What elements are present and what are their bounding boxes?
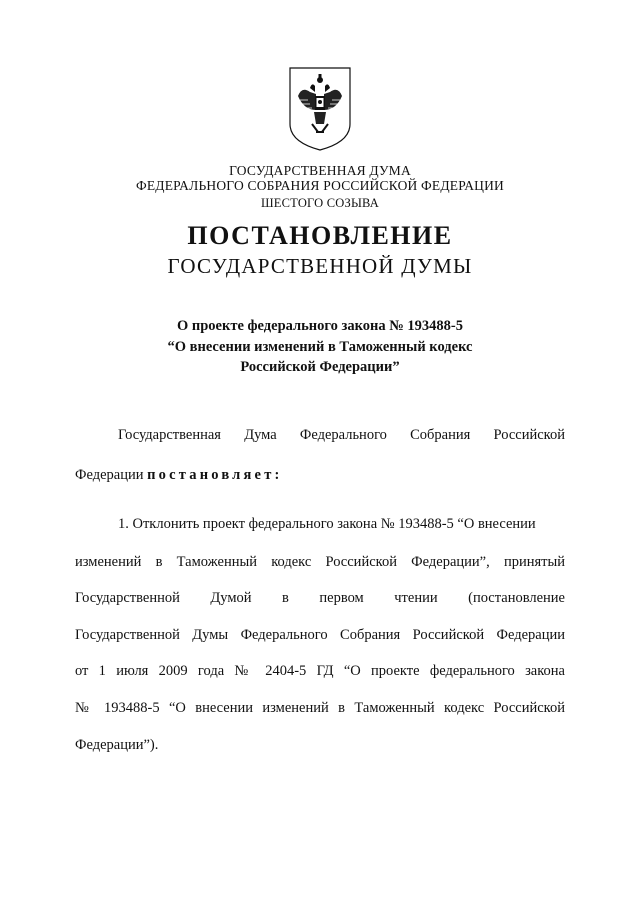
subject-line: О проекте федерального закона № 193488-5 (176, 318, 464, 334)
subject-line: “О внесении изменений в Таможенный кодекс (167, 339, 473, 355)
header-line-convocation: ШЕСТОГО СОЗЫВА (260, 196, 380, 210)
clause-line: от 1 июля 2009 года № 2404-5 ГД “О проекте федерального закона (75, 663, 565, 679)
clause-line: № 193488-5 “О внесении изменений в Таможенный кодекс Российской (75, 700, 565, 716)
header-line-federal-assembly: ФЕДЕРАЛЬНОГО СОБРАНИЯ РОССИЙСКОЙ ФЕДЕРАЦИИ (136, 178, 504, 193)
document-subtitle: ГОСУДАРСТВЕННОЙ ДУМЫ (167, 254, 473, 278)
clause-line: изменений в Таможенный кодекс Российской Федерации”, принятый (75, 554, 565, 570)
clause-line: Федерации”). (75, 737, 159, 753)
intro-line: Государственная Дума Федерального Собрания Российской (118, 427, 565, 443)
header-line-state-duma: ГОСУДАРСТВЕННАЯ ДУМА (229, 163, 411, 178)
subject-line: Российской Федерации” (240, 359, 400, 375)
resolves-word: постановляет: (147, 467, 283, 483)
russian-coat-of-arms-icon (288, 66, 352, 152)
intro-prefix: Федерации (75, 467, 148, 483)
clause-line: 1. Отклонить проект федерального закона № 193488-5 “О внесении (118, 516, 536, 532)
clause-line: Государственной Думы Федерального Собрания Российской Федерации (75, 627, 565, 643)
document-title: ПОСТАНОВЛЕНИЕ (187, 221, 453, 250)
intro-line (75, 467, 283, 484)
clause-line: Государственной Думой в первом чтении (постановление (75, 590, 565, 606)
